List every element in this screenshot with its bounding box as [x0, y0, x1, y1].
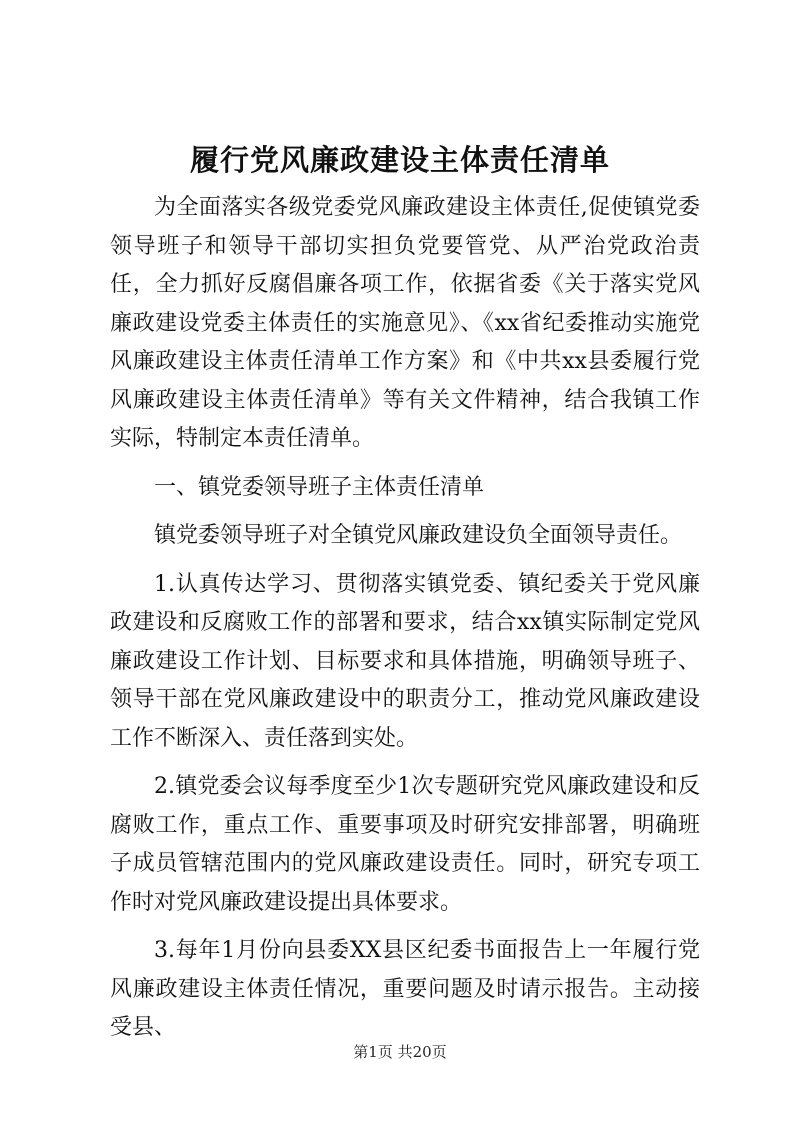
page-title: 履行党风廉政建设主体责任清单: [189, 143, 610, 177]
item-paragraph-3: 3.每年1月份向县委XX县区纪委书面报告上一年履行党风廉政建设主体责任情况，重要问题及时请示报告。主动接受县、: [110, 938, 700, 1040]
item-paragraph-2: 2.镇党委会议每季度至少1次专题研究党风廉政建设和反腐败工作，重点工作、重要事项及时研究安排部署，明确班子成员管辖范围内的党风廉政建设责任。同时，研究专项工作时对党风廉政建设提出具体要求。: [110, 774, 700, 915]
document-body: [110, 189, 700, 1058]
intro-paragraph: 为全面落实各级党委党风廉政建设主体责任,促使镇党委领导班子和领导干部切实担负党要管党、从严治党政治责任，全力抓好反腐倡廉各项工作，依据省委《关于落实党风廉政建设党委主体责任的实施意见》、《xx省纪委推动实施党风廉政建设主体责任清单工作方案》和《中共xx县委履行党风廉政建设主体责任清单》等有关文件精神，结合我镇工作实际，特制定本责任清单。: [110, 195, 700, 451]
item-paragraph-1: 1.认真传达学习、贯彻落实镇党委、镇纪委关于党风廉政建设和反腐败工作的部署和要求，结合xx镇实际制定党风廉政建设工作计划、目标要求和具体措施，明确领导班子、领导干部在党风廉政建设中的职责分工，推动党风廉政建设工作不断深入、责任落到实处。: [110, 571, 700, 751]
page-number: 第1页 共20页: [353, 1043, 447, 1061]
section-summary: 镇党委领导班子对全镇党风廉政建设负全面领导责任。: [154, 523, 683, 548]
section-heading: 一、镇党委领导班子主体责任清单: [154, 474, 485, 500]
